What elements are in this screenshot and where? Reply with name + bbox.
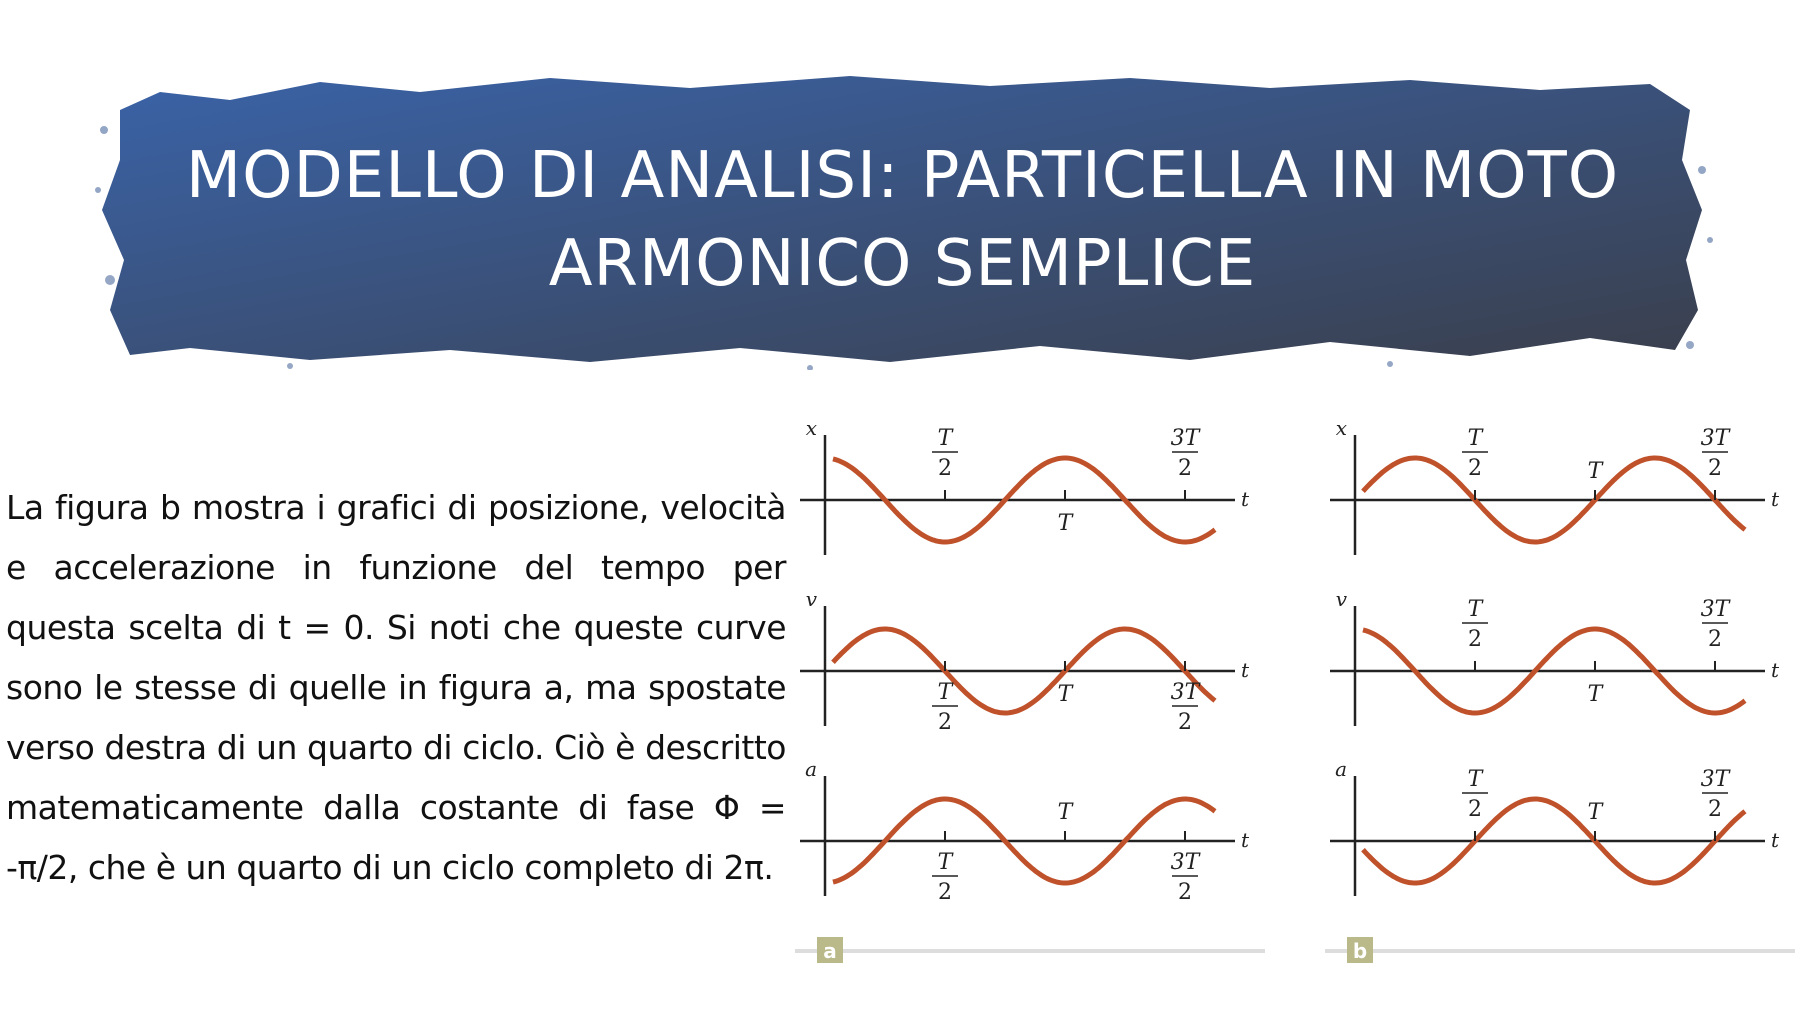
tick-label xyxy=(1462,597,1488,652)
figure-a-graphs xyxy=(795,405,1275,975)
tick-label xyxy=(1171,850,1202,905)
tick-denominator: 2 xyxy=(1708,627,1722,652)
slide-title xyxy=(90,70,1715,370)
figure-a xyxy=(795,405,1275,975)
graph-b-a xyxy=(1330,757,1780,896)
axis-label-t: t xyxy=(1241,828,1250,852)
tick-denominator: 2 xyxy=(1178,880,1192,905)
tick-denominator: 2 xyxy=(938,456,952,481)
tick-numerator: T xyxy=(1467,426,1483,451)
tick-denominator: 2 xyxy=(1708,797,1722,822)
tick-label xyxy=(1701,767,1732,822)
title-banner xyxy=(90,70,1715,370)
tick-numerator: T xyxy=(937,426,953,451)
tick-numerator: T xyxy=(1057,682,1073,707)
tick-numerator: 3T xyxy=(1170,426,1200,451)
tick-denominator: 2 xyxy=(1468,456,1482,481)
figure-label: a xyxy=(823,939,837,963)
tick-numerator: T xyxy=(937,850,953,875)
tick-label xyxy=(1462,767,1488,822)
figure-b-graphs xyxy=(1325,405,1800,975)
graph-b-x xyxy=(1330,416,1780,555)
tick-label xyxy=(932,850,958,905)
axis-label-v: v xyxy=(805,587,817,611)
tick-numerator: 3T xyxy=(1700,767,1730,792)
tick-denominator: 2 xyxy=(1708,456,1722,481)
tick-numerator: T xyxy=(1057,800,1073,825)
tick-label xyxy=(1171,680,1202,735)
tick-numerator: T xyxy=(1057,511,1073,536)
tick-denominator: 2 xyxy=(1468,627,1482,652)
axis-label-x: x xyxy=(1335,416,1347,440)
tick-denominator: 2 xyxy=(938,710,952,735)
body-paragraph: La figura b mostra i grafici di posizione, velocità e accelerazione in funzione del tempo per questa scelta di t = 0. Si noti che queste curve sono le stesse di quelle in figura a, ma spostate verso destra di un quarto di ciclo. Ciò è descritto matematicamente dalla costante di fase Φ = -π/2, che è un quarto di un ciclo completo di 2π. xyxy=(6,488,786,887)
tick-label xyxy=(1588,800,1605,825)
axis-label-t: t xyxy=(1241,658,1250,682)
graph-b-v xyxy=(1330,587,1780,726)
tick-label xyxy=(1171,426,1202,481)
axis-label-t: t xyxy=(1241,487,1250,511)
tick-numerator: 3T xyxy=(1170,680,1200,705)
tick-label xyxy=(1588,682,1605,707)
axis-label-x: x xyxy=(805,416,817,440)
tick-label xyxy=(1058,800,1075,825)
axis-label-t: t xyxy=(1771,828,1780,852)
tick-denominator: 2 xyxy=(938,880,952,905)
figure-b xyxy=(1325,405,1800,975)
tick-label xyxy=(932,426,958,481)
tick-denominator: 2 xyxy=(1178,710,1192,735)
tick-numerator: T xyxy=(1467,597,1483,622)
tick-label xyxy=(1701,426,1732,481)
axis-label-t: t xyxy=(1771,487,1780,511)
tick-denominator: 2 xyxy=(1178,456,1192,481)
tick-numerator: 3T xyxy=(1170,850,1200,875)
tick-numerator: T xyxy=(1587,459,1603,484)
axis-label-t: t xyxy=(1771,658,1780,682)
tick-label xyxy=(932,680,958,735)
axis-label-a: a xyxy=(1335,757,1347,781)
tick-label xyxy=(1701,597,1732,652)
tick-label xyxy=(1058,682,1075,707)
tick-label xyxy=(1462,426,1488,481)
figure-label: b xyxy=(1352,939,1368,963)
axis-label-v: v xyxy=(1335,587,1347,611)
graph-a-x xyxy=(800,416,1250,555)
slide-title-line-1: MODELLO DI ANALISI: PARTICELLA IN MOTO xyxy=(185,139,1620,213)
tick-label xyxy=(1058,511,1075,536)
tick-numerator: T xyxy=(1587,800,1603,825)
tick-numerator: T xyxy=(1467,767,1483,792)
tick-numerator: 3T xyxy=(1700,426,1730,451)
tick-label xyxy=(1588,459,1605,484)
tick-denominator: 2 xyxy=(1468,797,1482,822)
tick-numerator: 3T xyxy=(1700,597,1730,622)
graph-a-v xyxy=(800,587,1250,735)
axis-label-a: a xyxy=(805,757,817,781)
slide-title-line-2: ARMONICO SEMPLICE xyxy=(548,227,1257,301)
tick-numerator: T xyxy=(1587,682,1603,707)
graph-a-a xyxy=(800,757,1250,905)
tick-numerator: T xyxy=(937,680,953,705)
